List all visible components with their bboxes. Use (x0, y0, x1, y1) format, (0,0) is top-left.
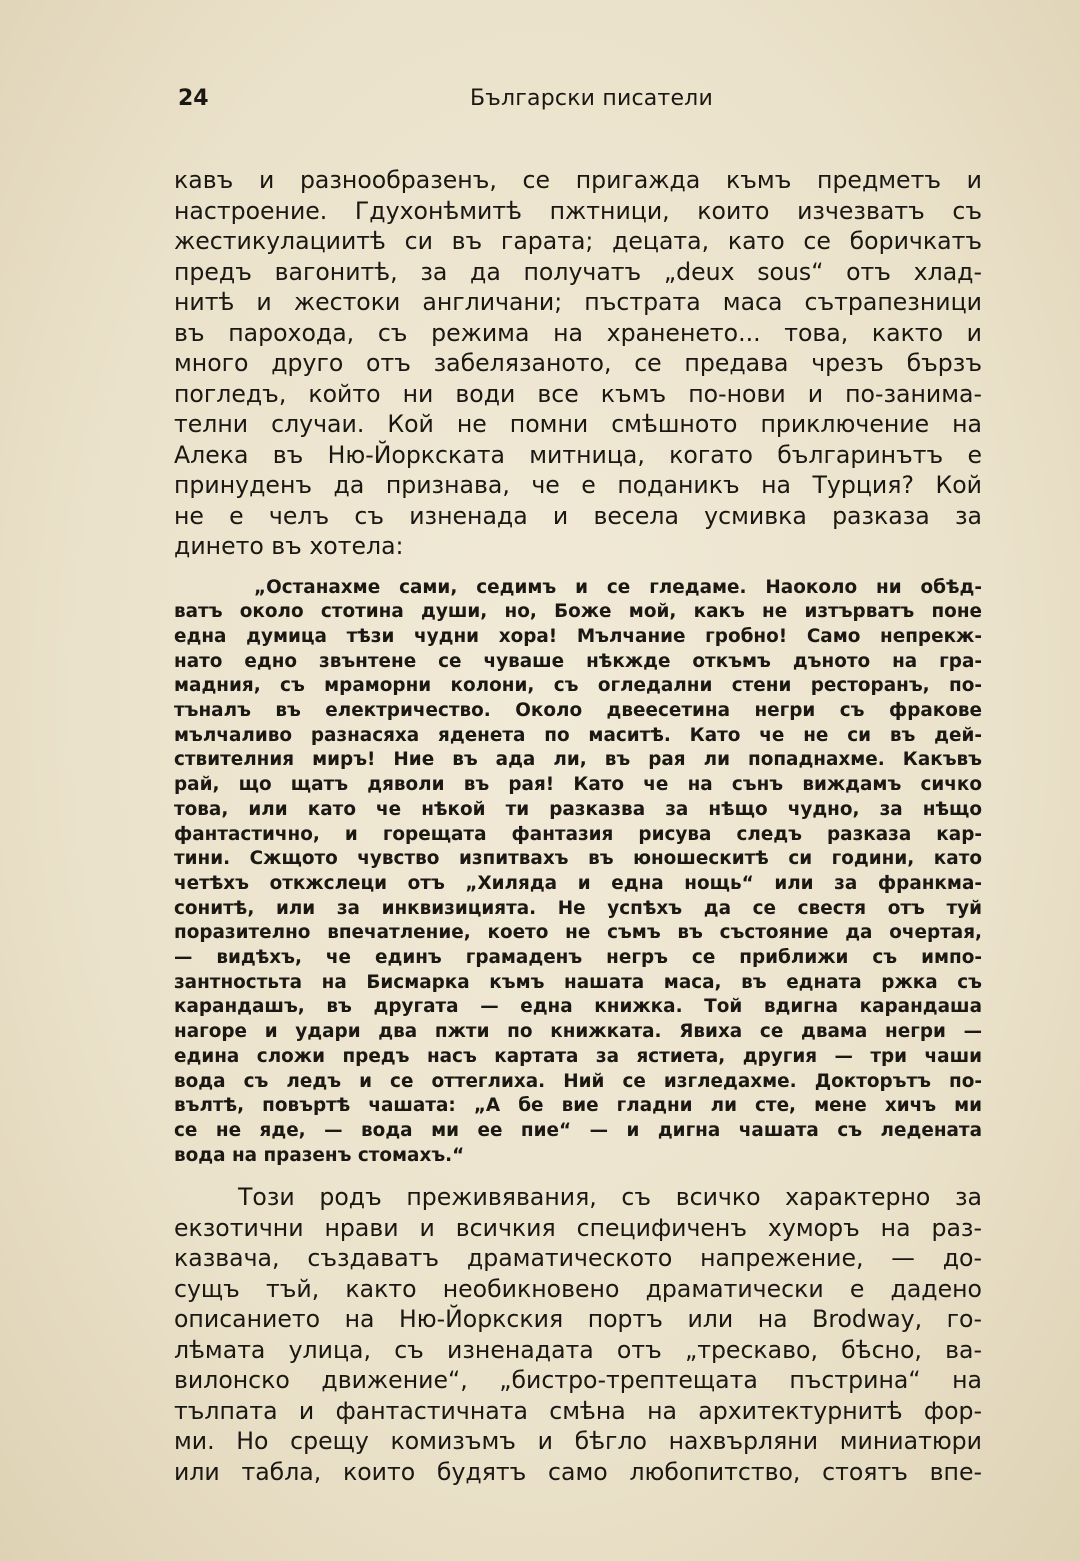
text-line: много друго отъ забелязаното, се предава чрезъ бързъ (174, 349, 982, 377)
text-line: погледъ, който ни води все къмъ по-нови и по-занима- (174, 379, 982, 408)
text-line: екзотични нрави и всичкия специфиченъ хуморъ на раз- (174, 1213, 982, 1242)
quote-line: зантностьта на Бисмарка къмъ нашата маса, въ едната ржка съ (174, 971, 982, 993)
quote-line: мълчаливо разнасяха яденета по маситѣ. Като че не си въ дей- (174, 724, 982, 746)
text-line: динето въ хотела: (174, 532, 404, 560)
text-line: настроение. Гдухонѣмитѣ пжтници, които изчезватъ съ (174, 196, 982, 225)
quote-line: сонитѣ, или за инквизицията. Не успѣхъ да се свестя отъ туй (174, 897, 982, 919)
quote-line: тини. Сжщото чувство изпитвахъ въ юношескитѣ си години, като (174, 848, 982, 870)
text-line: принуденъ да признава, че е поданикъ на Турция? Кой (174, 471, 982, 499)
paragraph-analysis (174, 1182, 982, 1487)
text-line: ми. Но срещу комизъмъ и бѣгло нахвърляни миниатюри (174, 1427, 982, 1456)
text-line: предъ вагонитѣ, за да получатъ „deux sous“ отъ хлад- (174, 257, 982, 286)
quote-line: нагоре и удари два пжти по книжката. Явиха се двама негри — (174, 1021, 982, 1043)
quote-line: вода съ ледъ и се оттеглиха. Ний се изгледахме. Докторътъ по- (174, 1070, 982, 1092)
page-number: 24 (178, 86, 209, 111)
quote-line: „Останахме сами, седимъ и се гледаме. Наоколо ни обѣд- (254, 576, 982, 598)
text-line: вилонско движение“, „бистро-трептещата пъстрина“ на (174, 1366, 982, 1395)
text-line: Този родъ преживявания, съ всичко характерно за (238, 1183, 982, 1212)
page-body (174, 165, 982, 1487)
quote-line: ствителния миръ! Ние въ ада ли, въ рая ли попаднахме. Какъвъ (174, 749, 982, 771)
quote-line: едина сложи предъ насъ картата за ястиета, другия — три чаши (174, 1045, 982, 1067)
text-line: или табла, които будятъ само любопитство, стоятъ впе- (174, 1457, 982, 1486)
quote-line: карандашъ, въ другата — една книжка. Той вдигна карандаша (174, 996, 982, 1018)
text-line: Алека въ Ню-Йоркската митница, когато българинътъ е (174, 440, 982, 469)
quote-line: нато едно звънтене се чуваше нѣкжде откъмъ дъното на гра- (174, 650, 982, 672)
text-line: лѣмата улица, съ изненадата отъ „трескаво, бѣсно, ва- (174, 1335, 982, 1364)
quote-line: ватъ около стотина души, но, Боже мой, какъ не изтърватъ поне (174, 601, 982, 623)
text-line: тълпата и фантастичната смѣна на архитектурнитѣ фор- (174, 1396, 982, 1425)
text-line: жестикулациитѣ си въ гарата; децата, като се боричкатъ (174, 227, 982, 255)
quote-line: тъналъ въ електричество. Около двеесетина негри съ фракове (174, 700, 982, 722)
quote-line: една думица тѣзи чудни хора! Мълчание гробно! Само непрекж- (174, 625, 982, 647)
text-line: казвача, създаватъ драматическото напрежение, — до- (174, 1244, 982, 1273)
text-line: сущъ тъй, както необикновено драматически е дадено (174, 1274, 982, 1303)
quote-line: вода на празенъ стомахъ.“ (174, 1144, 465, 1166)
quote-line: това, или като че нѣкой ти разказва за нѣщо чудно, за нѣщо (174, 798, 982, 820)
text-line: нитѣ и жестоки англичани; пъстрата маса сътрапезници (174, 288, 982, 316)
quote-line: се не яде, — вода ми ее пие“ — и дигна чашата съ ледената (174, 1119, 982, 1141)
text-line: телни случаи. Кой не помни смѣшното приключение на (174, 410, 982, 438)
text-line: описанието на Ню-Йоркския портъ или на Brodway, го- (174, 1305, 982, 1334)
quote-line: мадния, съ мраморни колони, съ огледални стени ресторанъ, по- (174, 675, 982, 697)
quote-line: рай, що щатъ дяволи въ рая! Като че на сънъ виждамъ сичко (174, 774, 982, 796)
quote-line: фантастично, и горещата фантазия рисува следъ разказа кар- (174, 823, 982, 845)
page-header (178, 86, 978, 120)
quote-line: четѣхъ откжслеци отъ „Хиляда и една нощь“ или за франкма- (174, 872, 982, 894)
paragraph-intro (174, 165, 982, 562)
quote-line: поразително впечатление, което не съмъ въ състояние да очертая, (174, 922, 982, 944)
running-title: Български писатели (470, 86, 713, 111)
text-line: кавъ и разнообразенъ, се пригажда къмъ предметъ и (174, 166, 982, 194)
text-line: въ парохода, съ режима на храненето... това, както и (174, 318, 982, 347)
block-quote (174, 576, 982, 1169)
text-line: не е челъ съ изненада и весела усмивка разказа за (174, 501, 982, 530)
quote-line: — видѣхъ, че единъ грамаденъ негръ се приближи съ импо- (174, 947, 982, 969)
quote-line: вълтѣ, повъртѣ чашата: „А бе вие гладни ли сте, мене хичъ ми (174, 1095, 982, 1117)
